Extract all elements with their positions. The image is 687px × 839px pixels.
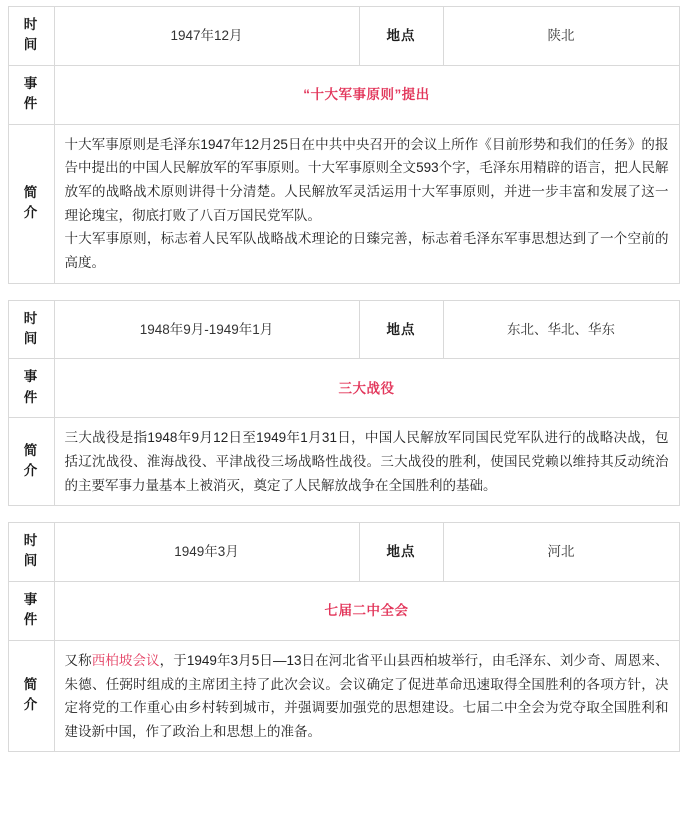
intro-label-2: 简介	[8, 418, 54, 506]
intro-paragraph: 十大军事原则是毛泽东1947年12月25日在中共中央召开的会议上所作《目前形势和我们的任务》的报告中提出的中国人民解放军的军事原则。十大军事原则全文593个字，毛泽东用精辟的语言，把人民解放军的战略战术原则讲得十分清楚。人民解放军灵活运用十大军事原则，并进一步丰富和发展了这一理论瑰宝，彻底打败了八百万国民党军队。	[64, 136, 669, 223]
table-row	[8, 124, 679, 283]
table-row	[8, 418, 679, 506]
time-value-2: 1948年9月-1949年1月	[54, 300, 359, 359]
time-value-1: 1947年12月	[54, 7, 359, 66]
event-table-3	[8, 522, 680, 752]
intro-label-1: 简介	[8, 124, 54, 283]
intro-paragraph: 三大战役是指1948年9月12日至1949年1月31日，中国人民解放军同国民党军队进行的战略决战，包括辽沈战役、淮海战役、平津战役三场战略性战役。三大战役的胜利，使国民党赖以维持其反动统治的主要军事力量基本上被消灭，奠定了人民解放战争在全国胜利的基础。	[64, 430, 669, 493]
intro-value-2	[54, 418, 679, 506]
place-value-3: 河北	[443, 523, 679, 582]
place-label-2: 地点	[359, 300, 443, 359]
time-value-3: 1949年3月	[54, 523, 359, 582]
event-label-1: 事件	[8, 65, 54, 124]
event-value-1: “十大军事原则”提出	[54, 65, 679, 124]
place-label-3: 地点	[359, 523, 443, 582]
intro-paragraph: 十大军事原则，标志着人民军队战略战术理论的日臻完善，标志着毛泽东军事思想达到了一个空前的高度。	[64, 231, 669, 270]
table-row	[8, 582, 679, 641]
time-label-3: 时间	[8, 523, 54, 582]
event-table-1	[8, 6, 680, 284]
event-label-3: 事件	[8, 582, 54, 641]
event-table-2	[8, 300, 680, 507]
time-label-1: 时间	[8, 7, 54, 66]
event-label-2: 事件	[8, 359, 54, 418]
event-value-2: 三大战役	[54, 359, 679, 418]
table-row	[8, 640, 679, 752]
table-row	[8, 359, 679, 418]
place-label-1: 地点	[359, 7, 443, 66]
highlighted-term: 西柏坡会议	[91, 652, 160, 668]
intro-value-3	[54, 640, 679, 752]
event-value-3: 七届二中全会	[54, 582, 679, 641]
table-row	[8, 65, 679, 124]
intro-label-3: 简介	[8, 640, 54, 752]
table-row	[8, 523, 679, 582]
place-value-2: 东北、华北、华东	[443, 300, 679, 359]
intro-paragraph: 又称西柏坡会议，于1949年3月5日—13日在河北省平山县西柏坡举行，由毛泽东、刘少奇、周恩来、朱德、任弼时组成的主席团主持了此次会议。会议确定了促进革命迅速取得全国胜利的各项方针，决定将党的工作重心由乡村转到城市，并强调要加强党的思想建设。七届二中全会为党夺取全国胜利和建设新中国，作了政治上和思想上的准备。	[64, 652, 669, 739]
time-label-2: 时间	[8, 300, 54, 359]
intro-value-1	[54, 124, 679, 283]
table-row	[8, 300, 679, 359]
table-row	[8, 7, 679, 66]
place-value-1: 陕北	[443, 7, 679, 66]
